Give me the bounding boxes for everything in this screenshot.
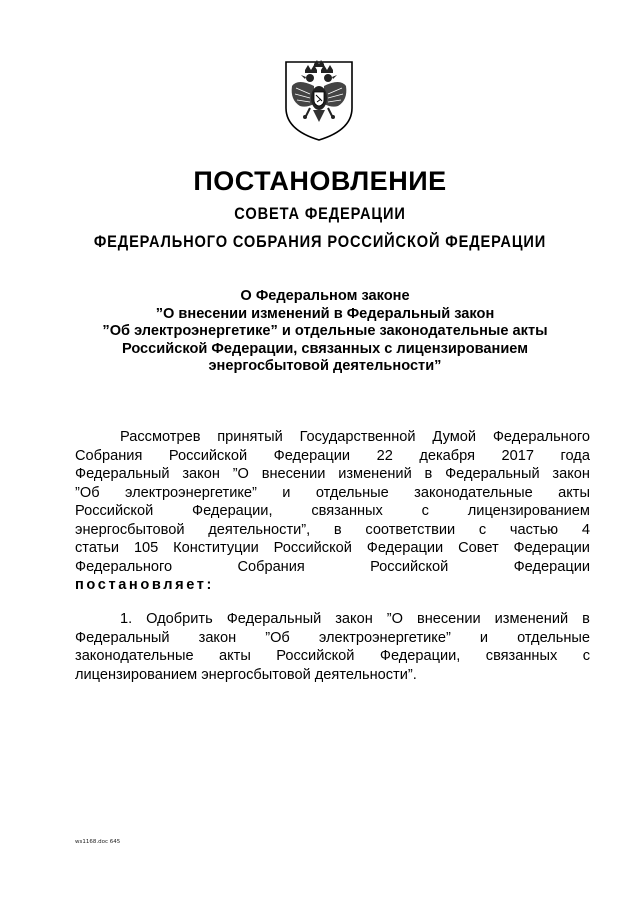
law-heading-line: ”Об электроэнергетике” и отдельные законодательные акты — [102, 323, 548, 340]
word: энергосбытовой — [75, 521, 185, 538]
document-reference: ws1168.doc 645 — [75, 839, 121, 845]
preamble-paragraph — [75, 428, 590, 595]
word: Российской — [273, 540, 352, 556]
law-heading-line: энергосбытовой деятельности” — [208, 358, 442, 375]
word: законодательные — [414, 484, 533, 501]
word: законодательные — [75, 648, 194, 664]
word: деятельности”, — [208, 521, 311, 538]
word: ”Об — [75, 484, 100, 501]
word: лицензированием — [467, 503, 590, 519]
paragraph-line — [75, 647, 590, 666]
law-heading-line: Российской Федерации, связанных с лицензированием — [121, 340, 529, 357]
word: и — [479, 629, 489, 646]
word: и — [282, 484, 291, 501]
word: акты — [558, 484, 590, 501]
word: электроэнергетике” — [318, 629, 451, 646]
word: Думой — [432, 429, 476, 445]
word: Российской — [75, 503, 154, 519]
paragraph-line — [75, 428, 590, 447]
decision-word: постановляет: — [75, 577, 214, 593]
word: Федерации — [513, 558, 590, 575]
word: закон — [335, 611, 373, 627]
word: ”Об — [265, 629, 290, 646]
resolution-item-1 — [75, 610, 590, 684]
coat-of-arms-emblem — [280, 56, 358, 142]
word: акты — [218, 648, 251, 664]
word: Федерального — [75, 558, 173, 575]
paragraph-line — [75, 447, 590, 466]
word: Российской — [168, 447, 248, 464]
word: соответствии — [365, 521, 456, 538]
word: Федеральный — [445, 466, 540, 482]
paragraph-line — [75, 610, 590, 629]
word: Федерации, — [192, 503, 273, 519]
law-heading-line: О Федеральном законе — [240, 288, 410, 304]
word: с — [478, 521, 487, 538]
word: в — [333, 521, 342, 538]
word: 22 — [376, 447, 393, 464]
word: Федерации — [366, 540, 444, 556]
paragraph-line — [75, 484, 590, 503]
word: внесении — [416, 611, 481, 627]
issuer-line-2: ФЕДЕРАЛЬНОГО СОБРАНИЯ РОССИЙСКОЙ ФЕДЕРАЦИИ — [93, 232, 547, 251]
document-title: ПОСТАНОВЛЕНИЕ — [193, 166, 447, 196]
word: Российской — [370, 558, 449, 575]
word: с — [582, 648, 590, 664]
issuer-line-1: СОВЕТА ФЕДЕРАЦИИ — [234, 204, 406, 223]
word: закон — [198, 629, 237, 646]
word: в — [424, 466, 433, 482]
word: в — [582, 611, 590, 627]
word: Федеральный — [75, 466, 170, 482]
law-heading — [60, 288, 590, 376]
paragraph-line — [75, 576, 590, 595]
word: Федерации — [513, 540, 590, 556]
word: изменений — [338, 466, 412, 482]
word: 1. — [120, 611, 133, 627]
word: года — [560, 447, 590, 464]
paragraph-line — [75, 539, 590, 558]
word: 105 — [133, 540, 159, 556]
word: принятый — [217, 429, 283, 445]
paragraph-last-line: лицензированием энергосбытовой деятельности”. — [75, 666, 417, 683]
paragraph-line — [75, 521, 590, 540]
word: статьи — [75, 540, 120, 556]
word: Федерального — [492, 429, 590, 445]
word: связанных — [485, 648, 558, 664]
paragraph-line — [75, 558, 590, 577]
word: Федеральный — [75, 629, 170, 646]
word: ”О — [386, 611, 403, 627]
word: Федерации, — [379, 648, 461, 664]
paragraph-line — [75, 629, 590, 648]
word: 2017 — [501, 447, 534, 464]
word: Федерации — [273, 447, 351, 464]
word: закон — [182, 466, 220, 482]
word: закон — [552, 466, 590, 482]
word: связанных — [311, 503, 383, 519]
word: декабря — [419, 447, 475, 464]
word: Рассмотрев — [120, 429, 201, 445]
word: 4 — [581, 521, 590, 538]
word: Российской — [276, 648, 355, 664]
paragraph-line — [75, 465, 590, 484]
word: изменений — [494, 611, 569, 627]
word: Федеральный — [226, 611, 322, 627]
word: Одобрить — [146, 611, 213, 627]
word: Собрания — [237, 558, 305, 575]
word: частью — [509, 521, 559, 538]
word: внесении — [261, 466, 326, 482]
word: отдельные — [315, 484, 389, 501]
word: ”О — [232, 466, 249, 482]
word: отдельные — [517, 629, 590, 646]
word: Конституции — [173, 540, 259, 556]
word: с — [421, 503, 429, 519]
paragraph-line — [75, 502, 590, 521]
paragraph-line — [75, 666, 590, 685]
law-heading-line: ”О внесении изменений в Федеральный закон — [155, 305, 495, 322]
word: Государственной — [299, 429, 416, 445]
word: Собрания — [75, 447, 143, 464]
word: Совет — [458, 540, 499, 556]
word: электроэнергетике” — [124, 484, 257, 501]
